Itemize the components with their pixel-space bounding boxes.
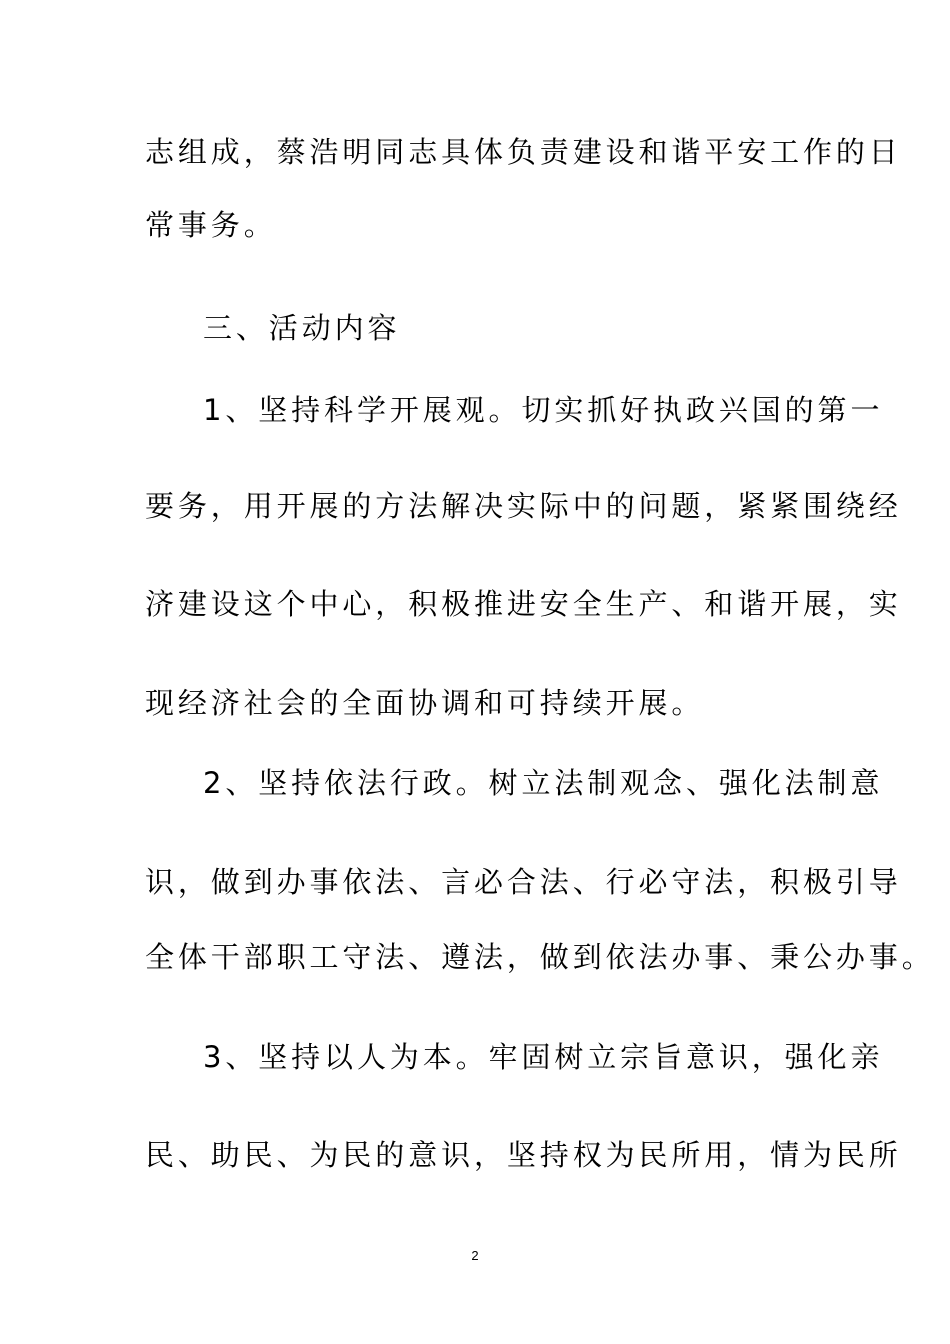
text-line: 全体干部职工守法、遵法，做到依法办事、秉公办事。 [145,940,935,974]
text-line: 志组成，蔡浩明同志具体负责建设和谐平安工作的日 [145,135,902,169]
paragraph-start: 1、坚持科学开展观。切实抓好执政兴国的第一 [203,393,884,427]
page-number: 2 [471,1248,479,1263]
paragraph-start: 3、坚持以人为本。牢固树立宗旨意识，强化亲 [203,1040,884,1074]
text-line: 现经济社会的全面协调和可持续开展。 [145,686,705,720]
text-line: 识，做到办事依法、言必合法、行必守法，积极引导 [145,865,902,899]
text-line: 民、助民、为民的意识，坚持权为民所用，情为民所 [145,1138,902,1172]
section-heading: 三、活动内容 [203,311,401,345]
text-line: 常事务。 [145,208,277,242]
text-line: 济建设这个中心，积极推进安全生产、和谐开展，实 [145,587,902,621]
text-line: 要务，用开展的方法解决实际中的问题，紧紧围绕经 [145,489,902,523]
paragraph-start: 2、坚持依法行政。树立法制观念、强化法制意 [203,766,884,800]
